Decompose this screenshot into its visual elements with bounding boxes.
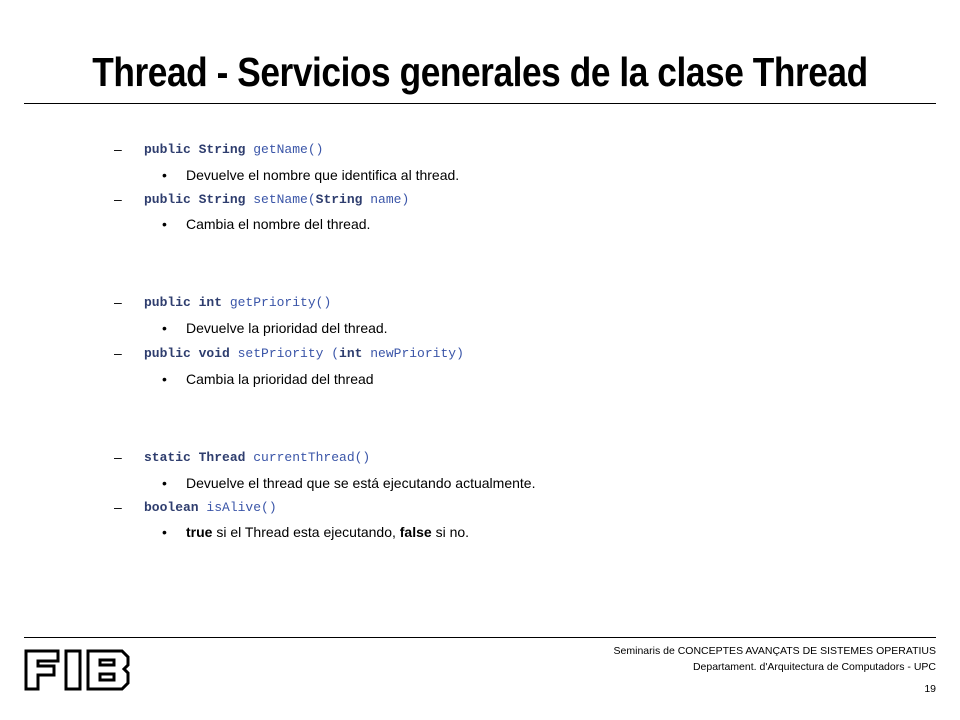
method-description xyxy=(162,521,469,543)
return-type: static Thread xyxy=(144,449,254,465)
return-type: public int xyxy=(144,294,230,310)
dash-marker: – xyxy=(114,141,122,157)
method-description xyxy=(162,164,459,186)
description-part: si el Thread esta ejecutando, xyxy=(212,524,400,540)
return-type: public String xyxy=(144,141,254,157)
slide-title: Thread - Servicios generales de la clase Thread xyxy=(92,49,868,95)
method-description xyxy=(162,472,535,494)
bullet-marker: • xyxy=(162,475,167,491)
method-name: setPriority ( xyxy=(237,345,340,361)
footer-divider xyxy=(24,637,936,638)
bullet-marker: • xyxy=(162,216,167,232)
return-type: boolean xyxy=(144,499,207,515)
fib-logo xyxy=(24,649,132,691)
description-part: si no. xyxy=(431,524,470,540)
description-text: Devuelve la prioridad del thread. xyxy=(186,320,388,336)
method-name: currentThread() xyxy=(253,449,371,465)
param-type: String xyxy=(315,191,363,207)
description-text: Cambia el nombre del thread. xyxy=(186,216,371,232)
return-type: public String xyxy=(144,191,254,207)
method-description xyxy=(162,213,370,235)
description-text: Cambia la prioridad del thread xyxy=(186,371,374,387)
bullet-marker: • xyxy=(162,524,167,540)
dash-marker: – xyxy=(114,294,122,310)
method-description xyxy=(162,317,388,339)
method-signature-isalive xyxy=(114,496,277,518)
dash-marker: – xyxy=(114,345,122,361)
bullet-marker: • xyxy=(162,167,167,183)
return-type: public void xyxy=(144,345,238,361)
dash-marker: – xyxy=(114,191,122,207)
method-name: isAlive() xyxy=(206,499,277,515)
method-signature-getpriority xyxy=(114,291,332,313)
page-number: 19 xyxy=(924,683,936,695)
footer-course: Seminaris de CONCEPTES AVANÇATS DE SISTEMES OPERATIUS xyxy=(613,645,936,657)
description-text: Devuelve el thread que se está ejecutando actualmente. xyxy=(186,475,536,491)
method-signature-currentthread xyxy=(114,446,371,468)
description-text xyxy=(186,524,469,540)
method-signature-setname xyxy=(114,188,410,210)
dash-marker: – xyxy=(114,449,122,465)
dash-marker: – xyxy=(114,499,122,515)
method-name: setName( xyxy=(253,191,316,207)
method-signature-setpriority xyxy=(114,342,464,364)
param-type: int xyxy=(339,345,363,361)
method-signature-getname xyxy=(114,138,324,160)
true-keyword: true xyxy=(186,524,213,540)
description-text: Devuelve el nombre que identifica al thread. xyxy=(186,167,460,183)
bullet-marker: • xyxy=(162,320,167,336)
param-name: name) xyxy=(362,191,410,207)
method-description xyxy=(162,368,374,390)
title-divider xyxy=(24,103,936,104)
method-name: getPriority() xyxy=(229,294,332,310)
param-name: newPriority) xyxy=(362,345,464,361)
false-keyword: false xyxy=(399,524,432,540)
method-name: getName() xyxy=(253,141,324,157)
footer-department: Departament. d'Arquitectura de Computadors - UPC xyxy=(692,661,936,673)
bullet-marker: • xyxy=(162,371,167,387)
